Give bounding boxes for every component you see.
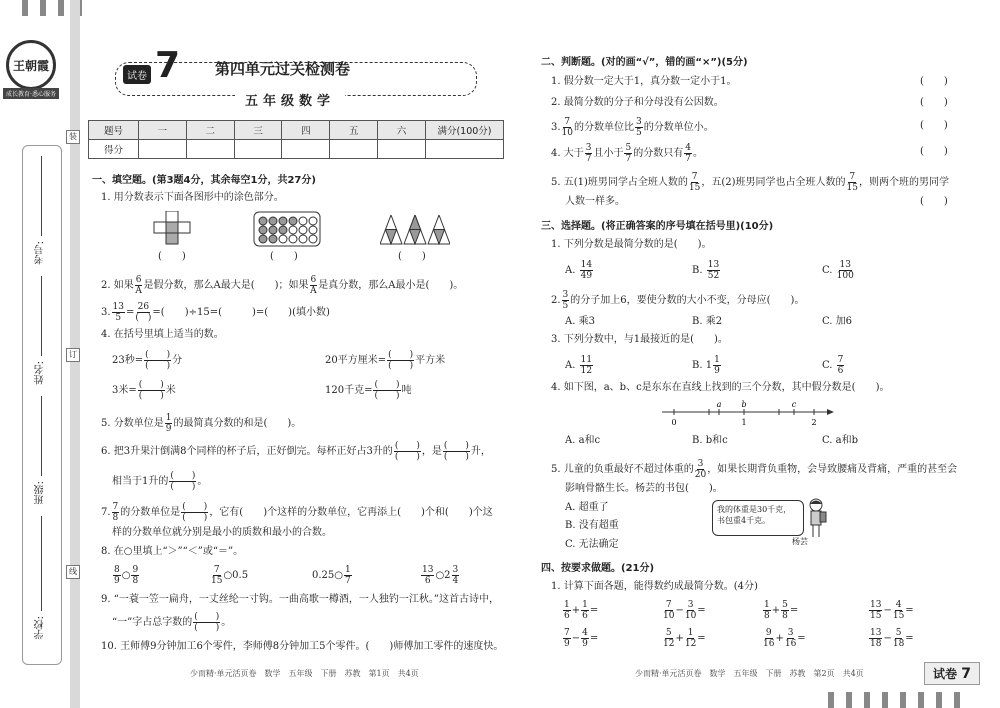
speech-bubble: 我的体重是30千克，书包重4千克。 — [712, 500, 804, 536]
answer-paren[interactable]: ( ) — [920, 120, 948, 131]
calc-item[interactable]: $\frac{13}{18}$ − $\frac{5}{18}$ = — [870, 628, 914, 649]
brand-logo: 王朝霞 成长教育·悉心服务 — [6, 40, 56, 90]
number-line — [662, 400, 834, 430]
tick-label: 1 — [741, 418, 747, 427]
question-1-7: 7. $\frac{7}{8}$ 的分数单位是 $\frac{( )}{( )}$ ，它有( )个这样的分数单位，它再添上( )个和( )个这 — [101, 502, 493, 523]
school-label: 学校: — [35, 616, 46, 640]
question-2-5b: 人数一样多。 — [565, 196, 625, 207]
name-label: 姓名: — [35, 361, 46, 385]
question-1-7b: 样的分数单位就分别是最小的质数和最小的合数。 — [112, 527, 332, 538]
calc-item[interactable]: $\frac{7}{10}$ − $\frac{3}{10}$ = — [663, 600, 706, 621]
answer-paren[interactable]: ( ) — [920, 76, 948, 87]
question-3-5b: 影响骨骼生长。杨芸的书包( )。 — [565, 483, 723, 494]
answer-paren[interactable]: ( ) — [920, 97, 948, 108]
circles-figure — [253, 211, 321, 247]
answer-blank[interactable]: ( ) — [398, 251, 426, 262]
tick-label: 0 — [671, 418, 677, 427]
answer-paren[interactable]: ( ) — [920, 146, 948, 157]
score-table: 题号 一 二 三 四 五 六 满分(100分) 得分 — [88, 120, 504, 159]
compare-item[interactable]: $\frac{13}{6}$ ○2 $\frac{3}{4}$ — [422, 565, 459, 586]
option-c[interactable]: C. $\frac{7}{6}$ — [822, 355, 844, 376]
question-3-2: 2. $\frac{3}{5}$ 的分子加上6，要使分数的大小不变，分母应( )。 — [551, 290, 805, 311]
question-2-5: 5. 五(1)班男同学占全班人数的 $\frac{7}{15}$ ，五(2)班男同学也占全班人数的 $\frac{7}{15}$ ，则两个班的男同学 — [551, 172, 949, 193]
question-1-9: 9. “一蓑一笠一扁舟，一丈丝纶一寸钩。一曲高歌一樽酒，一人独钓一江秋。”这首古诗中， — [101, 594, 499, 605]
exam-no-label: 考号: — [35, 241, 46, 265]
binding-info-box — [22, 145, 62, 665]
calc-item[interactable]: $\frac{5}{12}$ + $\frac{1}{12}$ = — [663, 628, 706, 649]
option-b[interactable]: B. 没有超重 — [565, 520, 619, 531]
compare-item[interactable]: $\frac{8}{9}$ ○ $\frac{9}{8}$ — [114, 565, 139, 586]
answer-blank[interactable]: ( ) — [270, 251, 298, 262]
page-tag: 试卷 7 — [924, 662, 980, 685]
question-1-4b: 20平方厘米= $\frac{( )}{( )}$ 平方米 — [325, 350, 446, 371]
cut-mark: 订 — [66, 348, 80, 362]
exam-badge: 试卷 7 — [123, 48, 180, 84]
bottom-bars — [828, 692, 960, 708]
question-1-4d: 120千克= $\frac{( )}{( )}$ 吨 — [325, 380, 412, 401]
question-1-6: 6. 把3升果汁倒满8个同样的杯子后，正好倒完。每杯正好占3升的 $\frac{( )}{( )}$ ，是 $\frac{( )}{( )}$ 升， — [101, 441, 491, 462]
section-2-heading: 二、判断题。(对的画“√”，错的画“×”)(5分) — [541, 57, 748, 68]
cross-figure — [152, 211, 192, 245]
question-1-6b: 相当于1升的 $\frac{( )}{( )}$ 。 — [112, 471, 208, 492]
question-3-3: 3. 下列分数中，与1最接近的是( )。 — [551, 334, 728, 345]
point-c: c — [791, 400, 797, 409]
compare-item[interactable]: 0.25○ $\frac{1}{7}$ — [312, 565, 351, 586]
calc-item[interactable]: $\frac{1}{8}$ + $\frac{5}{8}$ = — [764, 600, 799, 621]
section-1-heading: 一、填空题。(第3题4分，其余每空1分，共27分) — [92, 175, 316, 186]
page-title: 第四单元过关检测卷 — [215, 60, 351, 78]
question-1-3: 3. $\frac{13}{5}$ = $\frac{26}{( )}$ =( )÷15=( )=( )(填小数) — [101, 302, 330, 323]
question-3-4: 4. 如下图，a、b、c是东东在直线上找到的三个分数，其中假分数是( )。 — [551, 382, 890, 393]
question-2-1: 1. 假分数一定大于1，真分数一定小于1。 — [551, 76, 737, 87]
question-2-2: 2. 最简分数的分子和分母没有公因数。 — [551, 97, 724, 108]
option-b[interactable]: B. 乘2 — [692, 316, 723, 327]
class-label: 班级: — [35, 481, 46, 505]
answer-blank[interactable]: ( ) — [158, 251, 186, 262]
question-2-4: 4. 大于 $\frac{3}{7}$ 且小于 $\frac{5}{7}$ 的分数只有 $\frac{4}{7}$ 。 — [551, 143, 703, 164]
option-a[interactable]: A. $\frac{14}{49}$ — [565, 260, 593, 281]
calc-item[interactable]: $\frac{7}{9}$ − $\frac{4}{9}$ = — [564, 628, 599, 649]
question-3-1: 1. 下列分数是最简分数的是( )。 — [551, 239, 712, 250]
point-b: b — [741, 400, 747, 409]
girl-name: 杨芸 — [792, 537, 808, 546]
option-a[interactable]: A. $\frac{11}{12}$ — [565, 355, 593, 376]
answer-paren[interactable]: ( ) — [920, 196, 948, 207]
question-1-2: 2. 如果 $\frac{6}{A}$ 是假分数，那么A最大是( )；如果 $\frac{6}{A}$ 是真分数，那么A最小是( )。 — [101, 275, 464, 296]
option-c[interactable]: C. $\frac{13}{100}$ — [822, 260, 854, 281]
question-4-1: 1. 计算下面各题，能得数约成最简分数。(4分) — [551, 581, 758, 592]
option-b[interactable]: B. $\frac{13}{52}$ — [692, 260, 720, 281]
option-c[interactable]: C. 加6 — [822, 316, 853, 327]
section-3-heading: 三、选择题。(将正确答案的序号填在括号里)(10分) — [541, 221, 774, 232]
question-1-8: 8. 在○里填上“＞”“＜”或“＝”。 — [101, 546, 244, 557]
tick-label: 2 — [811, 418, 817, 427]
question-1-9b: “一”字占总字数的 $\frac{( )}{( )}$ 。 — [112, 612, 232, 633]
compare-item[interactable]: $\frac{7}{15}$ ○0.5 — [211, 565, 249, 586]
question-1-4c: 3米= $\frac{( )}{( )}$ 米 — [112, 380, 176, 401]
footer-right: 少而精·单元活页卷 数学 五年级 下册 苏教 第2页 共4页 — [635, 669, 864, 678]
question-1-10: 10. 王师傅9分钟加工6个零件，李师傅8分钟加工5个零件。( )师傅加工零件的速度快。 — [101, 641, 504, 652]
option-c[interactable]: C. a和b — [822, 435, 859, 446]
triangles-figure — [380, 215, 450, 245]
option-b[interactable]: B. 1 $\frac{1}{9}$ — [692, 355, 720, 376]
calc-item[interactable]: $\frac{13}{15}$ − $\frac{4}{15}$ = — [870, 600, 914, 621]
calc-item[interactable]: $\frac{9}{16}$ + $\frac{3}{16}$ = — [763, 628, 806, 649]
footer-left: 少而精·单元活页卷 数学 五年级 下册 苏教 第1页 共4页 — [190, 669, 419, 678]
option-a[interactable]: A. 乘3 — [565, 316, 595, 327]
option-c[interactable]: C. 无法确定 — [565, 539, 619, 550]
point-a: a — [716, 400, 722, 409]
question-1-4a: 23秒= $\frac{( )}{( )}$ 分 — [112, 350, 183, 371]
cut-mark: 线 — [66, 565, 80, 579]
option-a[interactable]: A. 超重了 — [565, 502, 609, 513]
question-2-3: 3. $\frac{7}{10}$ 的分数单位比 $\frac{3}{5}$ 的分数单位小。 — [551, 117, 714, 138]
option-b[interactable]: B. b和c — [692, 435, 728, 446]
section-4-heading: 四、按要求做题。(21分) — [541, 563, 655, 574]
option-a[interactable]: A. a和c — [565, 435, 601, 446]
question-1-4: 4. 在括号里填上适当的数。 — [101, 329, 224, 340]
question-1-1: 1. 用分数表示下面各图形中的涂色部分。 — [101, 192, 284, 203]
cut-mark: 装 — [66, 130, 80, 144]
calc-item[interactable]: $\frac{1}{6}$ + $\frac{1}{6}$ = — [564, 600, 599, 621]
girl-icon — [805, 497, 827, 539]
question-1-5: 5. 分数单位是 $\frac{1}{9}$ 的最简真分数的和是( )。 — [101, 413, 302, 434]
question-3-5: 5. 儿童的负重最好不超过体重的 $\frac{3}{20}$ ，如果长期背负重物，会导致腰痛及背痛，严重的甚至会 — [551, 459, 958, 480]
page-subtitle: 五年级数学 — [235, 90, 345, 109]
